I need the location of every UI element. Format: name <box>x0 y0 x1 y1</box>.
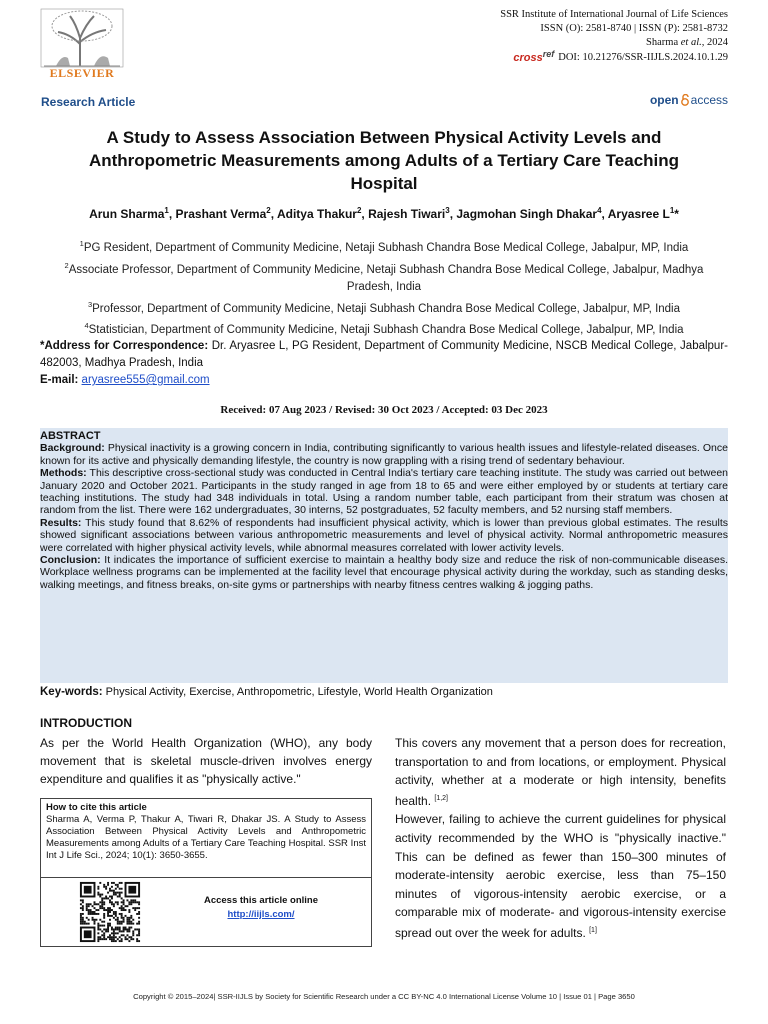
author-affiliation-sup: 2 <box>266 206 271 215</box>
author-separator: , <box>449 207 457 221</box>
affiliation-sup: 2 <box>64 260 69 270</box>
author-list <box>40 206 728 221</box>
intro-right-text-1: This covers any movement that a person does for recreation, transportation to and from locations, or employment. Physical activity, whether at a moderate or high intensity, benefits health. <box>395 736 726 808</box>
affiliation <box>40 317 728 339</box>
affiliation <box>40 257 728 296</box>
abstract-conclusion <box>40 554 728 591</box>
affiliation-text: Associate Professor, Department of Community Medicine, Netaji Subhash Chandra Bose Medical College, Jabalpur, Madhya Pradesh, India <box>68 263 704 293</box>
conclusion-text: It indicates the importance of sufficient exercise to maintain a healthy body size and reduce the risk of non-communicable diseases. Workplace wellness programs can be implemented at the facility level that encourage physical activity during the workday, such as standing desks, walking meetings, and fitness breaks, on-site gyms or partnerships with nearby fitness centres walking & jogging paths. <box>40 554 728 591</box>
keywords <box>40 686 728 698</box>
affiliation-list <box>40 235 728 339</box>
author-name: Arun Sharma <box>89 207 165 221</box>
crossref-ref: ref <box>542 49 555 59</box>
results-label: Results: <box>40 516 82 529</box>
intro-right-text-2: However, failing to achieve the current guidelines for physical activity recommended by the WHO is "physically inactive." This can be defined as fewer than 150–300 minutes of moderate-intensity aerobic exercise, less than 75–150 minutes of vigorous-intensity aerobic exercise, or a comparable mix of moderate- and vigorous-intensity exercise spread out over the week for adults. <box>395 812 726 940</box>
affiliation-text: Professor, Department of Community Medicine, Netaji Subhash Chandra Bose Medical College, Jabalpur, MP, India <box>92 302 681 315</box>
affiliation-sup: 1 <box>79 239 84 248</box>
author-separator: , <box>601 207 608 221</box>
affiliation-text: Statistician, Department of Community Medicine, Netaji Subhash Chandra Bose Medical College, Jabalpur, MP, India <box>88 324 684 337</box>
abstract-box <box>40 428 728 683</box>
reference-1[interactable]: [1] <box>589 926 597 934</box>
open-access-access: access <box>690 93 728 107</box>
issn: ISSN (O): 2581-8740 | ISSN (P): 2581-8732 <box>540 23 728 34</box>
open-access-open: open <box>649 93 679 107</box>
introduction-heading: INTRODUCTION <box>40 716 132 730</box>
methods-text: This descriptive cross-sectional study was conducted in Central India's tertiary care teaching institute. The study was carried out between January 2020 and October 2021. Participants in the study ranged in age from 18 to 65 and were either employed by or students at tertiary care teaching institutions. The study had 348 individuals in total. Using a random number table, each participant from their stratum was chosen at random from the list. There were 162 undergraduates, 30 interns, 52 postgraduates, 52 faculty members, and 52 nursing staff members. <box>40 467 728 517</box>
author-affiliation-sup: 1 <box>164 206 169 215</box>
email-link[interactable]: aryasree555@gmail.com <box>81 374 210 386</box>
affiliation-text: PG Resident, Department of Community Medicine, Netaji Subhash Chandra Bose Medical College, Jabalpur, MP, India <box>83 241 689 254</box>
article-dates: Received: 07 Aug 2023 / Revised: 30 Oct 2023 / Accepted: 03 Dec 2023 <box>220 404 548 416</box>
intro-right-paragraph-2 <box>395 810 726 942</box>
author-separator: , <box>361 207 369 221</box>
journal-name: SSR Institute of International Journal of Life Sciences <box>500 9 728 20</box>
reference-1-2[interactable]: [1,2] <box>434 794 448 802</box>
how-to-cite-box <box>40 798 372 878</box>
correspondence-text: Dr. Aryasree L, PG Resident, Department of Community Medicine, NSCB Medical College, Jabalpur-482003, Madhya Pradesh, India <box>40 340 728 369</box>
article-type: Research Article <box>41 95 136 109</box>
doi-line <box>500 51 728 65</box>
affiliation <box>40 296 728 318</box>
open-lock-icon <box>680 94 690 106</box>
cite-year: 2024 <box>704 37 728 48</box>
abstract-methods <box>40 467 728 517</box>
affiliation <box>40 235 728 257</box>
access-label: Access this article online <box>203 895 319 906</box>
cite-author: Sharma <box>646 37 681 48</box>
abstract-results <box>40 517 728 554</box>
author-name: Aditya Thakur <box>276 207 357 221</box>
journal-info <box>500 8 728 65</box>
author-affiliation-sup: 1 <box>669 206 675 215</box>
cite-text: Sharma A, Verma P, Thakur A, Tiwari R, Dhakar JS. A Study to Assess Association Between Physical Activity Levels and Anthropometric Measurements among Adults of a Tertiary Care Teaching Hospital. SSR Inst Int J Life Sci., 2024; 10(1): 3650-3655. <box>46 814 366 861</box>
keywords-text: Physical Activity, Exercise, Anthropometric, Lifestyle, World Health Organization <box>102 686 493 698</box>
correspondence <box>40 338 728 389</box>
background-label: Background: <box>40 442 105 455</box>
author-name: Aryasree L <box>607 207 670 221</box>
keywords-label: Key-words: <box>40 686 103 698</box>
author-separator: , <box>168 207 176 221</box>
publisher-name: ELSEVIER <box>49 66 115 80</box>
open-access-logo <box>650 93 728 107</box>
abstract-background <box>40 442 728 467</box>
author-affiliation-sup: 4 <box>597 206 602 215</box>
correspondence-label: *Address for Correspondence: <box>40 340 209 352</box>
author-name: Rajesh Tiwari <box>368 207 446 221</box>
access-info <box>171 894 351 922</box>
affiliation-sup: 3 <box>87 299 93 309</box>
qr-code-icon[interactable] <box>77 880 143 944</box>
short-citation <box>500 36 728 50</box>
results-text: This study found that 8.62% of respondents had insufficient physical activity, which is lower than previous global estimates. The results showed significant associations between various anthropometric measurements and level of physical activity. Normal anthropometric measures were correlated with higher physical activity levels, while abnormal measures correlated with lower activity levels. <box>40 516 728 554</box>
doi[interactable]: DOI: 10.21276/SSR-IIJLS.2024.10.1.29 <box>558 52 728 63</box>
tree-icon <box>40 8 124 68</box>
author-name: Jagmohan Singh Dhakar <box>456 207 598 221</box>
intro-right-column <box>395 734 726 943</box>
methods-label: Methods: <box>40 467 87 480</box>
author-affiliation-sup: 2 <box>356 206 362 215</box>
author-separator: * <box>674 207 679 221</box>
access-url-link[interactable]: http://iijls.com/ <box>227 909 295 920</box>
background-text: Physical inactivity is a growing concern in India, contributing significantly to various health issues and lifestyle-related diseases. Once known for its active and physically demanding lifestyle, the country is now grappling with a rising trend of sedentary behaviour. <box>40 442 728 467</box>
author-name: Prashant Verma <box>175 207 267 221</box>
cite-etal: et al., <box>680 37 705 48</box>
crossref-logo[interactable] <box>513 51 554 65</box>
author-separator: , <box>270 207 277 221</box>
cite-heading: How to cite this article <box>46 802 147 813</box>
intro-right-paragraph-1 <box>395 734 726 810</box>
page-footer: Copyright © 2015–2024| SSR-IIJLS by Society for Scientific Research under a CC BY-NC 4.0 International License Volume 10 | Issue 01 | Page 3650 <box>133 992 635 1001</box>
affiliation-sup: 4 <box>84 321 89 331</box>
access-online-box <box>40 877 372 947</box>
author-affiliation-sup: 3 <box>445 206 450 215</box>
conclusion-label: Conclusion: <box>40 554 101 567</box>
crossref-cross: cross <box>513 52 543 64</box>
intro-left-paragraph: As per the World Health Organization (WHO), any body movement that is skeletal muscle-driven involves energy expenditure and qualifies it as "physically active." <box>40 736 372 786</box>
article-title: A Study to Assess Association Between Physical Activity Levels and Anthropometric Measurements among Adults of a Tertiary Care Teaching Hospital <box>88 128 680 193</box>
abstract-heading: ABSTRACT <box>40 430 101 442</box>
email-label: E-mail: <box>40 374 79 386</box>
